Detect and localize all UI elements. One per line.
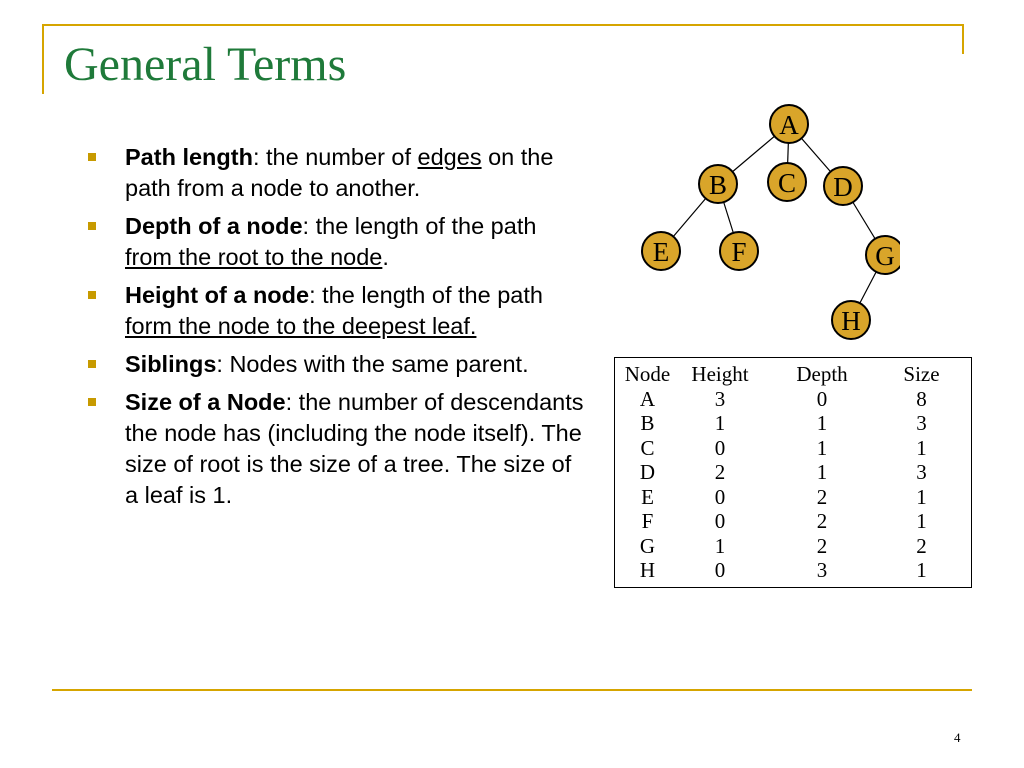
table-cell: 0	[714, 484, 726, 509]
table-row	[615, 411, 959, 436]
tree-node-a	[770, 105, 808, 143]
bullet-item	[88, 142, 588, 204]
table-cell: 2	[714, 460, 726, 484]
table-cell: 1	[916, 558, 927, 582]
square-bullet-icon	[88, 153, 96, 161]
table-cell: 3	[816, 558, 828, 582]
table-row	[615, 509, 959, 534]
table-cell: A	[639, 386, 656, 411]
table-row	[615, 436, 959, 461]
table-row	[615, 460, 959, 485]
bullet-term: Depth of a node	[125, 213, 303, 239]
tree-node-label: E	[652, 237, 670, 267]
table-cell: D	[639, 460, 656, 484]
table-header-cell: Node	[624, 362, 671, 386]
bullet-term: Size of a Node	[125, 389, 286, 415]
slide-title: General Terms	[64, 38, 347, 91]
bullet-text: : the length of the path	[302, 213, 537, 239]
footer-rule	[52, 689, 972, 691]
tree-node-d	[824, 167, 862, 205]
table-cell: 8	[916, 386, 927, 411]
bullet-item	[88, 387, 588, 511]
tree-node-f	[720, 232, 758, 270]
bullet-list	[88, 142, 588, 518]
frame-right-rule	[962, 24, 964, 54]
table-cell: C	[640, 435, 655, 460]
bullet-term: Path length	[125, 144, 253, 170]
frame-top-rule	[42, 24, 964, 26]
page-number: 4	[954, 730, 961, 745]
node-stats-table-box	[614, 357, 972, 588]
bullet-term: Siblings	[125, 351, 217, 377]
bullet-text: .	[382, 244, 389, 270]
tree-node-c	[768, 163, 806, 201]
bullet-text: : Nodes with the same parent.	[216, 351, 529, 377]
square-bullet-icon	[88, 398, 96, 406]
table-cell: 0	[714, 435, 726, 460]
bullet-item	[88, 211, 588, 273]
table-cell: 1	[714, 533, 726, 558]
table-cell: 1	[714, 411, 726, 435]
frame-left-rule	[42, 24, 44, 94]
table-row	[615, 534, 959, 559]
tree-node-h	[832, 301, 870, 339]
tree-diagram	[640, 100, 900, 345]
bullet-term: Height of a node	[125, 282, 310, 308]
table-cell: 2	[816, 533, 828, 558]
tree-node-label: A	[779, 110, 799, 140]
table-cell: 0	[714, 509, 726, 533]
bullet-item	[88, 349, 588, 380]
tree-node-label: H	[841, 306, 861, 336]
table-cell: 1	[916, 484, 927, 509]
table-cell: 1	[816, 435, 828, 460]
table-cell: 2	[916, 533, 927, 558]
bullet-underlined-text: from the root to the node	[125, 244, 383, 270]
table-cell: 3	[916, 411, 927, 435]
table-cell: 1	[816, 411, 828, 435]
bullet-text: : the number of	[252, 144, 418, 170]
table-cell: 3	[916, 460, 927, 484]
tree-node-label: B	[708, 170, 728, 200]
table-cell: F	[641, 509, 654, 533]
table-header-row	[615, 362, 959, 387]
bullet-text: on the path from a node to another.	[125, 144, 554, 201]
bullet-underlined-text: edges	[417, 144, 482, 170]
tree-node-label: F	[731, 237, 747, 267]
tree-node-b	[699, 165, 737, 203]
table-cell: 0	[816, 386, 828, 411]
table-cell: 2	[816, 509, 828, 533]
table-header-cell: Height	[691, 362, 749, 386]
tree-node-label: D	[833, 172, 853, 202]
table-cell: B	[640, 411, 655, 435]
table-header-cell: Size	[903, 362, 940, 386]
tree-node-e	[642, 232, 680, 270]
bullet-text: : the number of descendants the node has (including the node itself). The size of root is the size of a tree. The size of a leaf is 1.	[125, 389, 584, 508]
table-row	[615, 558, 959, 583]
bullet-underlined-text: form the node to the deepest leaf.	[125, 313, 477, 339]
node-stats-table	[615, 362, 959, 583]
table-cell: H	[639, 558, 656, 582]
table-cell: E	[641, 484, 654, 509]
table-cell: G	[639, 533, 656, 558]
table-row	[615, 485, 959, 510]
table-cell: 3	[714, 386, 726, 411]
table-header-cell: Depth	[796, 362, 848, 386]
table-row	[615, 387, 959, 412]
square-bullet-icon	[88, 222, 96, 230]
table-cell: 1	[816, 460, 828, 484]
square-bullet-icon	[88, 360, 96, 368]
tree-node-g	[866, 236, 900, 274]
bullet-item	[88, 280, 588, 342]
table-cell: 1	[916, 435, 927, 460]
tree-node-label: G	[875, 241, 895, 271]
bullet-text: : the length of the path	[309, 282, 543, 308]
table-cell: 0	[714, 558, 726, 582]
tree-node-label: C	[777, 168, 797, 198]
table-cell: 2	[816, 484, 828, 509]
square-bullet-icon	[88, 291, 96, 299]
table-cell: 1	[916, 509, 927, 533]
